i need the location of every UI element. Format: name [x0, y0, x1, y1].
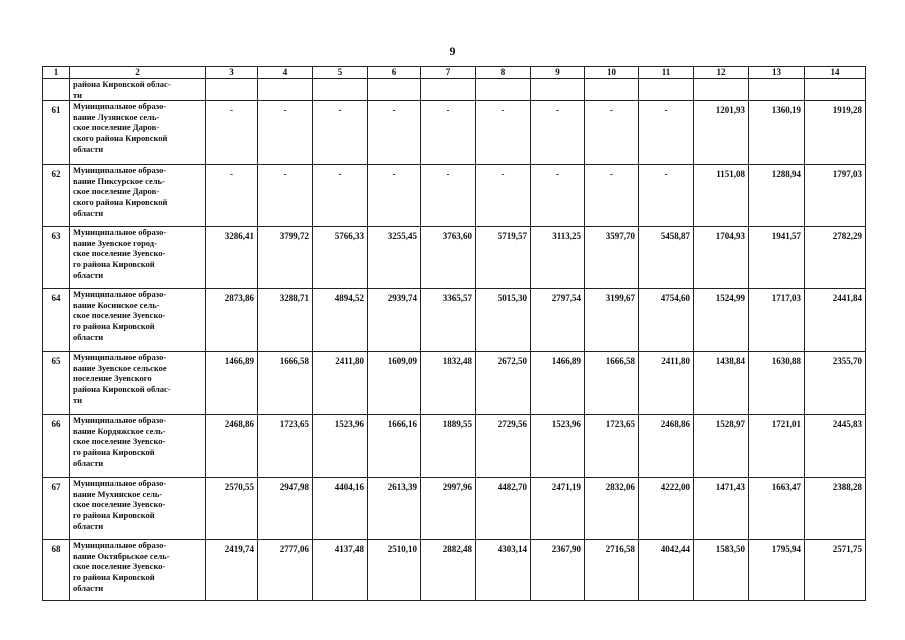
- value-cell-col-13: 1360,19: [749, 101, 805, 165]
- value-cell-col-9: 2797,54: [531, 289, 585, 352]
- value-cell-col-14: 2441,84: [805, 289, 866, 352]
- value-cell-col-4: 1723,65: [258, 415, 313, 478]
- value-cell-col-5: 4137,48: [313, 540, 368, 601]
- municipality-name-cell: Муниципальное образо- вание Кордяжское сель- ское поселение Зуевско- го района Кировской области: [70, 415, 206, 478]
- row-number-cell: 66: [43, 415, 70, 478]
- value-cell-col-4: -: [258, 101, 313, 165]
- value-cell-col-11: 4754,60: [639, 289, 694, 352]
- value-cell-col-8: 5015,30: [476, 289, 531, 352]
- value-cell-col-14: 2388,28: [805, 478, 866, 540]
- value-cell-col-7: 2882,48: [421, 540, 476, 601]
- value-cell-col-7: 3763,60: [421, 227, 476, 289]
- value-cell-col-12: 1528,97: [694, 415, 749, 478]
- value-cell-col-10: -: [585, 165, 639, 227]
- value-cell-col-10: -: [585, 101, 639, 165]
- value-cell-col-10: 1723,65: [585, 415, 639, 478]
- municipality-name-cell: Муниципальное образо- вание Лузянское сель- ское поселение Даров- ского района Кировской области: [70, 101, 206, 165]
- value-cell-col-5: 2411,80: [313, 352, 368, 415]
- value-cell-col-7: 1889,55: [421, 415, 476, 478]
- page-number: 9: [449, 44, 456, 58]
- value-cell-col-6: 1609,09: [368, 352, 421, 415]
- table-row: [43, 101, 866, 165]
- value-cell-col-14: 2571,75: [805, 540, 866, 601]
- municipality-name-cell: Муниципальное образо- вание Мухинское сель- ское поселение Зуевско- го района Кировской области: [70, 478, 206, 540]
- value-cell-col-14: 1797,03: [805, 165, 866, 227]
- value-cell-col-10: 2716,58: [585, 540, 639, 601]
- value-cell-col-3: 2873,86: [206, 289, 258, 352]
- value-cell-col-11: 2468,86: [639, 415, 694, 478]
- value-cell-col-13: 1630,88: [749, 352, 805, 415]
- value-cell-col-10: 2832,06: [585, 478, 639, 540]
- value-cell-col-8: -: [476, 165, 531, 227]
- column-header-2: 2: [70, 67, 206, 79]
- value-cell-col-6: 3255,45: [368, 227, 421, 289]
- value-cell-col-3: -: [206, 101, 258, 165]
- value-cell-col-12: 1583,50: [694, 540, 749, 601]
- column-header-11: 11: [639, 67, 694, 79]
- table-row: [43, 352, 866, 415]
- value-cell-col-6: 2613,39: [368, 478, 421, 540]
- column-header-13: 13: [749, 67, 805, 79]
- continuation-number-cell: [43, 79, 70, 101]
- value-cell-col-8: 5719,57: [476, 227, 531, 289]
- municipality-name-cell: Муниципальное образо- вание Зуевское сельское поселение Зуевского района Кировской облас- ти: [70, 352, 206, 415]
- value-cell-col-4: 1666,58: [258, 352, 313, 415]
- row-number-cell: 61: [43, 101, 70, 165]
- value-cell-col-10: 3199,67: [585, 289, 639, 352]
- value-cell-col-13: 1663,47: [749, 478, 805, 540]
- value-cell-col-12: 1524,99: [694, 289, 749, 352]
- table-row: [43, 540, 866, 601]
- table-row: [43, 478, 866, 540]
- value-cell-col-13: 1795,94: [749, 540, 805, 601]
- value-cell-col-3: 1466,89: [206, 352, 258, 415]
- value-cell-col-4: 2777,06: [258, 540, 313, 601]
- value-cell-col-9: -: [531, 101, 585, 165]
- value-cell-col-12: 1704,93: [694, 227, 749, 289]
- column-header-4: 4: [258, 67, 313, 79]
- value-cell-col-14: 1919,28: [805, 101, 866, 165]
- value-cell-col-4: 3288,71: [258, 289, 313, 352]
- value-cell-col-6: 1666,16: [368, 415, 421, 478]
- column-header-row: [43, 67, 866, 79]
- value-cell-col-7: 1832,48: [421, 352, 476, 415]
- continuation-name-cell: района Кировской облас- ти: [70, 79, 206, 101]
- column-header-7: 7: [421, 67, 476, 79]
- value-cell-col-5: -: [313, 101, 368, 165]
- value-cell-col-6: 2510,10: [368, 540, 421, 601]
- value-cell-col-11: 5458,87: [639, 227, 694, 289]
- value-cell-col-7: 3365,57: [421, 289, 476, 352]
- value-cell-col-12: 1438,84: [694, 352, 749, 415]
- column-header-5: 5: [313, 67, 368, 79]
- value-cell-col-5: -: [313, 165, 368, 227]
- value-cell-col-11: 2411,80: [639, 352, 694, 415]
- value-cell-col-5: 4404,16: [313, 478, 368, 540]
- value-cell-col-9: 1523,96: [531, 415, 585, 478]
- value-cell-col-3: 2468,86: [206, 415, 258, 478]
- value-cell-col-14: 2355,70: [805, 352, 866, 415]
- row-number-cell: 67: [43, 478, 70, 540]
- value-cell-col-10: 1666,58: [585, 352, 639, 415]
- value-cell-col-3: -: [206, 165, 258, 227]
- row-number-cell: 62: [43, 165, 70, 227]
- value-cell-col-8: -: [476, 101, 531, 165]
- value-cell-col-3: 3286,41: [206, 227, 258, 289]
- value-cell-col-11: 4042,44: [639, 540, 694, 601]
- table-row: [43, 165, 866, 227]
- municipality-name-cell: Муниципальное образо- вание Октябрьское сель- ское поселение Зуевско- го района Кировской области: [70, 540, 206, 601]
- value-cell-col-9: 3113,25: [531, 227, 585, 289]
- value-cell-col-7: -: [421, 165, 476, 227]
- table-row: [43, 289, 866, 352]
- value-cell-col-6: 2939,74: [368, 289, 421, 352]
- value-cell-col-4: -: [258, 165, 313, 227]
- value-cell-col-6: -: [368, 101, 421, 165]
- continuation-row: [43, 79, 866, 101]
- table-row: [43, 227, 866, 289]
- value-cell-col-14: 2445,83: [805, 415, 866, 478]
- table-row: [43, 415, 866, 478]
- column-header-9: 9: [531, 67, 585, 79]
- value-cell-col-5: 4894,52: [313, 289, 368, 352]
- value-cell-col-8: 4482,70: [476, 478, 531, 540]
- value-cell-col-5: 1523,96: [313, 415, 368, 478]
- value-cell-col-13: 1941,57: [749, 227, 805, 289]
- row-number-cell: 63: [43, 227, 70, 289]
- row-number-cell: 64: [43, 289, 70, 352]
- value-cell-col-9: 1466,89: [531, 352, 585, 415]
- value-cell-col-7: 2997,96: [421, 478, 476, 540]
- value-cell-col-13: 1721,01: [749, 415, 805, 478]
- municipality-name-cell: Муниципальное образо- вание Зуевское город- ское поселение Зуевско- го района Кировской области: [70, 227, 206, 289]
- row-number-cell: 68: [43, 540, 70, 601]
- column-header-10: 10: [585, 67, 639, 79]
- value-cell-col-11: 4222,00: [639, 478, 694, 540]
- value-cell-col-9: 2471,19: [531, 478, 585, 540]
- column-header-3: 3: [206, 67, 258, 79]
- column-header-14: 14: [805, 67, 866, 79]
- value-cell-col-10: 3597,70: [585, 227, 639, 289]
- value-cell-col-8: 4303,14: [476, 540, 531, 601]
- value-cell-col-8: 2729,56: [476, 415, 531, 478]
- value-cell-col-9: -: [531, 165, 585, 227]
- value-cell-col-9: 2367,90: [531, 540, 585, 601]
- column-header-8: 8: [476, 67, 531, 79]
- value-cell-col-12: 1471,43: [694, 478, 749, 540]
- value-cell-col-12: 1201,93: [694, 101, 749, 165]
- value-cell-col-11: -: [639, 101, 694, 165]
- row-number-cell: 65: [43, 352, 70, 415]
- column-header-1: 1: [43, 67, 70, 79]
- value-cell-col-5: 5766,33: [313, 227, 368, 289]
- column-header-12: 12: [694, 67, 749, 79]
- municipality-name-cell: Муниципальное образо- вание Пиксурское сель- ское поселение Даров- ского района Кировской области: [70, 165, 206, 227]
- value-cell-col-8: 2672,50: [476, 352, 531, 415]
- value-cell-col-4: 2947,98: [258, 478, 313, 540]
- value-cell-col-11: -: [639, 165, 694, 227]
- value-cell-col-14: 2782,29: [805, 227, 866, 289]
- value-cell-col-4: 3799,72: [258, 227, 313, 289]
- value-cell-col-13: 1288,94: [749, 165, 805, 227]
- value-cell-col-6: -: [368, 165, 421, 227]
- municipality-name-cell: Муниципальное образо- вание Косинское сель- ское поселение Зуевско- го района Кировской области: [70, 289, 206, 352]
- value-cell-col-3: 2419,74: [206, 540, 258, 601]
- value-cell-col-3: 2570,55: [206, 478, 258, 540]
- column-header-6: 6: [368, 67, 421, 79]
- value-cell-col-7: -: [421, 101, 476, 165]
- value-cell-col-12: 1151,08: [694, 165, 749, 227]
- tariff-table: [42, 66, 866, 601]
- value-cell-col-13: 1717,03: [749, 289, 805, 352]
